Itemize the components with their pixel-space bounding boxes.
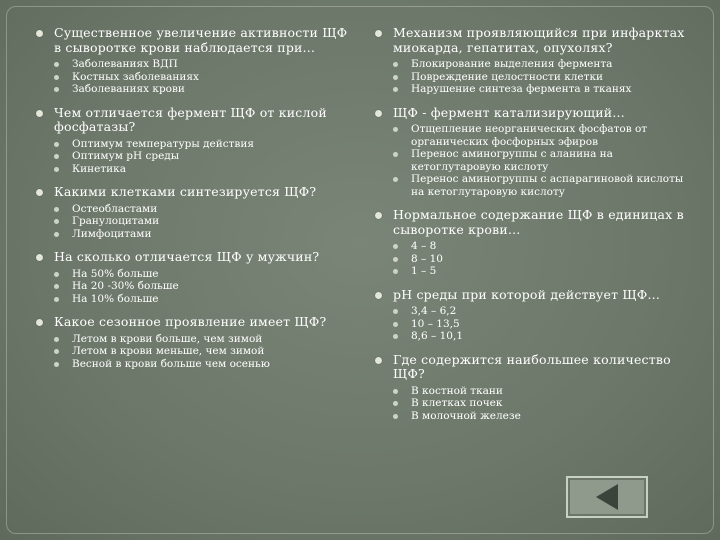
answer-option[interactable]: 1 – 5 xyxy=(384,265,693,278)
question-block xyxy=(36,106,354,176)
question-text: Существенное увеличение активности ЩФ в сыворотке крови наблюдается при… xyxy=(36,26,354,55)
question-text: Чем отличается фермент ЩФ от кислой фосфатазы? xyxy=(36,106,354,135)
answer-option[interactable]: Гранулоцитами xyxy=(45,215,354,228)
answer-option[interactable]: Перенос аминогруппы с аспарагиновой кислоты на кетоглутаровую кислоту xyxy=(384,173,693,198)
question-block xyxy=(375,353,693,423)
answer-option[interactable]: На 20 -30% больше xyxy=(45,280,354,293)
question-block xyxy=(375,288,693,343)
answer-option[interactable]: В костной ткани xyxy=(384,385,693,398)
question-text: Какими клетками синтезируется ЩФ? xyxy=(36,185,354,200)
answer-list xyxy=(375,58,693,96)
answer-option[interactable]: В клетках почек xyxy=(384,397,693,410)
answer-option[interactable]: Кинетика xyxy=(45,163,354,176)
answer-option[interactable]: Оптимум pH среды xyxy=(45,150,354,163)
question-block xyxy=(36,315,354,370)
question-text: pH среды при которой действует ЩФ… xyxy=(375,288,693,303)
answer-list xyxy=(36,138,354,176)
answer-option[interactable]: Перенос аминогруппы с аланина на кетоглутаровую кислоту xyxy=(384,148,693,173)
answer-option[interactable]: В молочной железе xyxy=(384,410,693,423)
answer-option[interactable]: Остеобластами xyxy=(45,203,354,216)
answer-list xyxy=(375,305,693,343)
answer-list xyxy=(36,203,354,241)
question-text: Механизм проявляющийся при инфарктах миокарда, гепатитах, опухолях? xyxy=(375,26,693,55)
answer-option[interactable]: 10 – 13,5 xyxy=(384,318,693,331)
answer-option[interactable]: Костных заболеваниях xyxy=(45,71,354,84)
question-block xyxy=(375,208,693,278)
question-block xyxy=(36,250,354,305)
answer-option[interactable]: Нарушение синтеза фермента в тканях xyxy=(384,83,693,96)
answer-list xyxy=(36,58,354,96)
question-block xyxy=(36,26,354,96)
back-button[interactable] xyxy=(566,476,648,518)
answer-list xyxy=(36,333,354,371)
answer-option[interactable]: Летом в крови меньше, чем зимой xyxy=(45,345,354,358)
answer-option[interactable]: 4 – 8 xyxy=(384,240,693,253)
answer-option[interactable]: На 50% больше xyxy=(45,268,354,281)
answer-option[interactable]: Отщепление неорганических фосфатов от органических фосфорных эфиров xyxy=(384,123,693,148)
question-text: ЩФ - фермент катализирующий… xyxy=(375,106,693,121)
triangle-left-icon xyxy=(596,484,618,510)
answer-option[interactable]: Блокирование выделения фермента xyxy=(384,58,693,71)
left-column xyxy=(36,26,354,380)
right-column xyxy=(375,26,693,432)
answer-list xyxy=(375,385,693,423)
question-text: На сколько отличается ЩФ у мужчин? xyxy=(36,250,354,265)
answer-option[interactable]: Весной в крови больше чем осенью xyxy=(45,358,354,371)
answer-option[interactable]: Заболеваниях ВДП xyxy=(45,58,354,71)
answer-option[interactable]: Лимфоцитами xyxy=(45,228,354,241)
question-text: Какое сезонное проявление имеет ЩФ? xyxy=(36,315,354,330)
answer-list xyxy=(375,123,693,198)
question-text: Нормальное содержание ЩФ в единицах в сыворотке крови… xyxy=(375,208,693,237)
answer-list xyxy=(375,240,693,278)
answer-option[interactable]: Летом в крови больше, чем зимой xyxy=(45,333,354,346)
question-block xyxy=(375,106,693,199)
answer-option[interactable]: 8 – 10 xyxy=(384,253,693,266)
answer-option[interactable]: 8,6 – 10,1 xyxy=(384,330,693,343)
answer-option[interactable]: Повреждение целостности клетки xyxy=(384,71,693,84)
answer-option[interactable]: 3,4 – 6,2 xyxy=(384,305,693,318)
answer-list xyxy=(36,268,354,306)
question-block xyxy=(36,185,354,240)
answer-option[interactable]: Оптимум температуры действия xyxy=(45,138,354,151)
question-block xyxy=(375,26,693,96)
question-text: Где содержится наибольшее количество ЩФ? xyxy=(375,353,693,382)
answer-option[interactable]: Заболеваниях крови xyxy=(45,83,354,96)
answer-option[interactable]: На 10% больше xyxy=(45,293,354,306)
